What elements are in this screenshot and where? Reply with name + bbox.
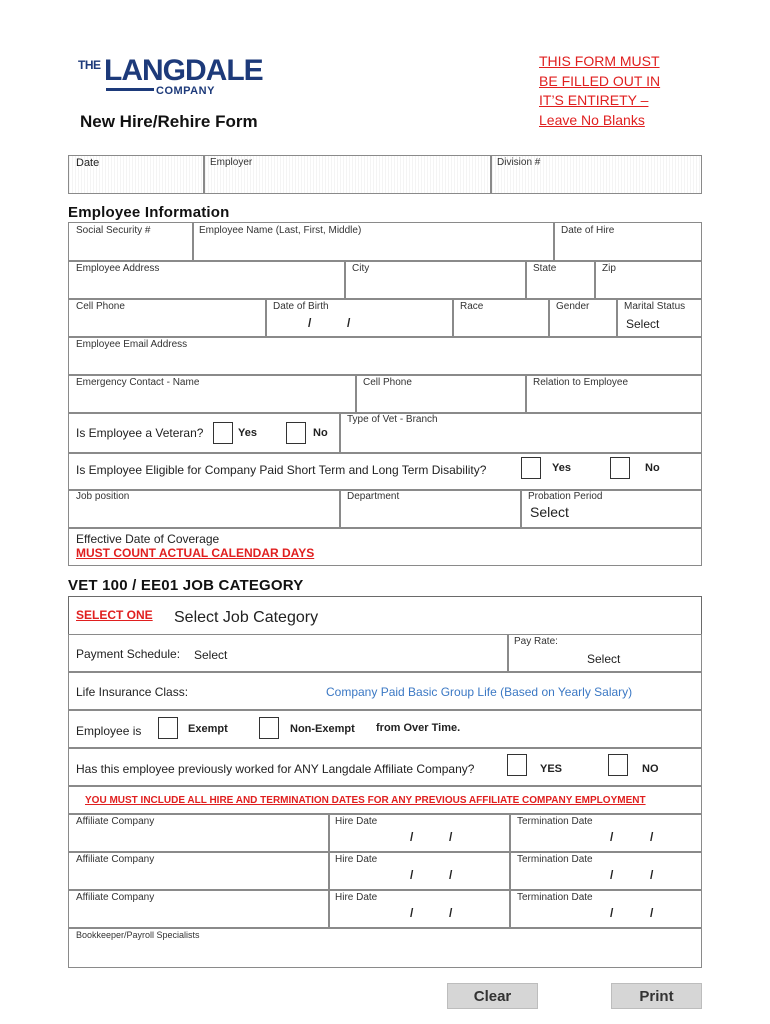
job-category-heading: VET 100 / EE01 JOB CATEGORY: [68, 577, 304, 594]
select-one-label: SELECT ONE: [76, 608, 153, 622]
affiliate-company-label: Affiliate Company: [76, 816, 155, 827]
veteran-yes-label: Yes: [238, 427, 257, 439]
from-overtime-label: from Over Time.: [376, 722, 461, 734]
job-category-select[interactable]: Select Job Category: [174, 609, 319, 626]
marital-status-label: Marital Status: [624, 301, 686, 312]
affiliate-company-label: Affiliate Company: [76, 854, 155, 865]
veteran-no-label: No: [313, 427, 328, 439]
warning-line: BE FILLED OUT IN: [539, 72, 661, 89]
payment-schedule-label: Payment Schedule:: [76, 647, 181, 661]
emergency-cell-label: Cell Phone: [363, 377, 412, 388]
termination-date-slash: /: [610, 830, 614, 844]
city-label: City: [352, 263, 370, 274]
probation-value: Select: [530, 504, 569, 520]
emergency-name-label: Emergency Contact - Name: [76, 377, 200, 388]
logo-main: LANGDALE: [104, 54, 263, 87]
disability-no-checkbox[interactable]: [610, 457, 630, 479]
zip-label: Zip: [602, 263, 616, 274]
ssn-label: Social Security #: [76, 225, 151, 236]
hire-date-slash: /: [449, 830, 453, 844]
veteran-question: Is Employee a Veteran?: [76, 426, 204, 440]
hire-date-label: Hire Date: [335, 892, 378, 903]
previous-employment-question: Has this employee previously worked for ANY Langdale Affiliate Company?: [76, 762, 475, 776]
dob-label: Date of Birth: [273, 301, 329, 312]
logo-underline: [106, 88, 154, 91]
relation-label: Relation to Employee: [533, 377, 629, 388]
disability-yes-checkbox[interactable]: [521, 457, 541, 479]
race-label: Race: [460, 301, 484, 312]
pay-rate-value: Select: [587, 652, 621, 666]
vet-type-label: Type of Vet - Branch: [347, 414, 438, 425]
job-position-label: Job position: [76, 491, 130, 502]
payment-schedule-select[interactable]: Select: [194, 648, 228, 662]
department-label: Department: [347, 491, 400, 502]
logo-sub: COMPANY: [156, 85, 215, 97]
affiliate-company-label: Affiliate Company: [76, 892, 155, 903]
termination-date-slash: /: [610, 868, 614, 882]
must-count-note: MUST COUNT ACTUAL CALENDAR DAYS: [76, 546, 315, 560]
termination-date-label: Termination Date: [517, 892, 593, 903]
termination-date-label: Termination Date: [517, 816, 593, 827]
life-insurance-label: Life Insurance Class:: [76, 685, 189, 699]
email-label: Employee Email Address: [76, 339, 188, 350]
warning-notice: [539, 52, 660, 130]
pay-rate-label: Pay Rate:: [514, 636, 558, 647]
termination-date-slash: /: [650, 868, 654, 882]
bookkeeper-label: Bookkeeper/Payroll Specialists: [76, 930, 200, 940]
termination-date-slash: /: [610, 906, 614, 920]
disability-no-label: No: [645, 462, 660, 474]
employee-name-label: Employee Name (Last, First, Middle): [199, 225, 362, 236]
hire-date-slash: /: [410, 830, 414, 844]
previous-no-checkbox[interactable]: [608, 754, 628, 776]
disability-yes-label: Yes: [552, 462, 571, 474]
non-exempt-checkbox[interactable]: [259, 717, 279, 739]
probation-label: Probation Period: [528, 491, 603, 502]
employer-label: Employer: [210, 157, 253, 168]
division-label: Division #: [497, 157, 541, 168]
non-exempt-label: Non-Exempt: [290, 723, 355, 735]
cell-phone-label: Cell Phone: [76, 301, 125, 312]
veteran-yes-checkbox[interactable]: [213, 422, 233, 444]
state-label: State: [533, 263, 557, 274]
date-of-hire-label: Date of Hire: [561, 225, 615, 236]
veteran-no-checkbox[interactable]: [286, 422, 306, 444]
logo-the: THE: [78, 58, 101, 72]
hire-date-slash: /: [449, 906, 453, 920]
termination-date-slash: /: [650, 906, 654, 920]
hire-date-slash: /: [410, 868, 414, 882]
exempt-label: Exempt: [188, 723, 228, 735]
page-title: New Hire/Rehire Form: [80, 112, 258, 131]
dob-slash: /: [308, 316, 312, 330]
dob-slash: /: [347, 316, 351, 330]
marital-status-value: Select: [626, 317, 660, 331]
previous-no-label: NO: [642, 763, 659, 775]
clear-button[interactable]: Clear: [447, 983, 538, 1009]
previous-yes-label: YES: [540, 763, 563, 775]
disability-question: Is Employee Eligible for Company Paid Short Term and Long Term Disability?: [76, 463, 487, 477]
previous-yes-checkbox[interactable]: [507, 754, 527, 776]
exempt-checkbox[interactable]: [158, 717, 178, 739]
hire-date-slash: /: [449, 868, 453, 882]
warning-line: IT’S ENTIRETY –: [539, 92, 649, 108]
warning-line: THIS FORM MUST: [539, 53, 660, 69]
hire-date-slash: /: [410, 906, 414, 920]
employee-info-heading: Employee Information: [68, 204, 230, 221]
employee-is-label: Employee is: [76, 724, 142, 738]
date-label: Date: [76, 157, 100, 169]
termination-date-label: Termination Date: [517, 854, 593, 865]
address-label: Employee Address: [76, 263, 160, 274]
print-button[interactable]: Print: [611, 983, 702, 1009]
affiliate-dates-notice: YOU MUST INCLUDE ALL HIRE AND TERMINATION DATES FOR ANY PREVIOUS AFFILIATE COMPANY EMPLOYMENT: [85, 795, 646, 806]
warning-line: Leave No Blanks: [539, 111, 645, 128]
life-insurance-value[interactable]: Company Paid Basic Group Life (Based on Yearly Salary): [326, 685, 633, 699]
hire-date-label: Hire Date: [335, 854, 378, 865]
effective-date-label: Effective Date of Coverage: [76, 532, 220, 546]
hire-date-label: Hire Date: [335, 816, 378, 827]
city-field[interactable]: [345, 261, 526, 299]
gender-label: Gender: [556, 301, 590, 312]
termination-date-slash: /: [650, 830, 654, 844]
